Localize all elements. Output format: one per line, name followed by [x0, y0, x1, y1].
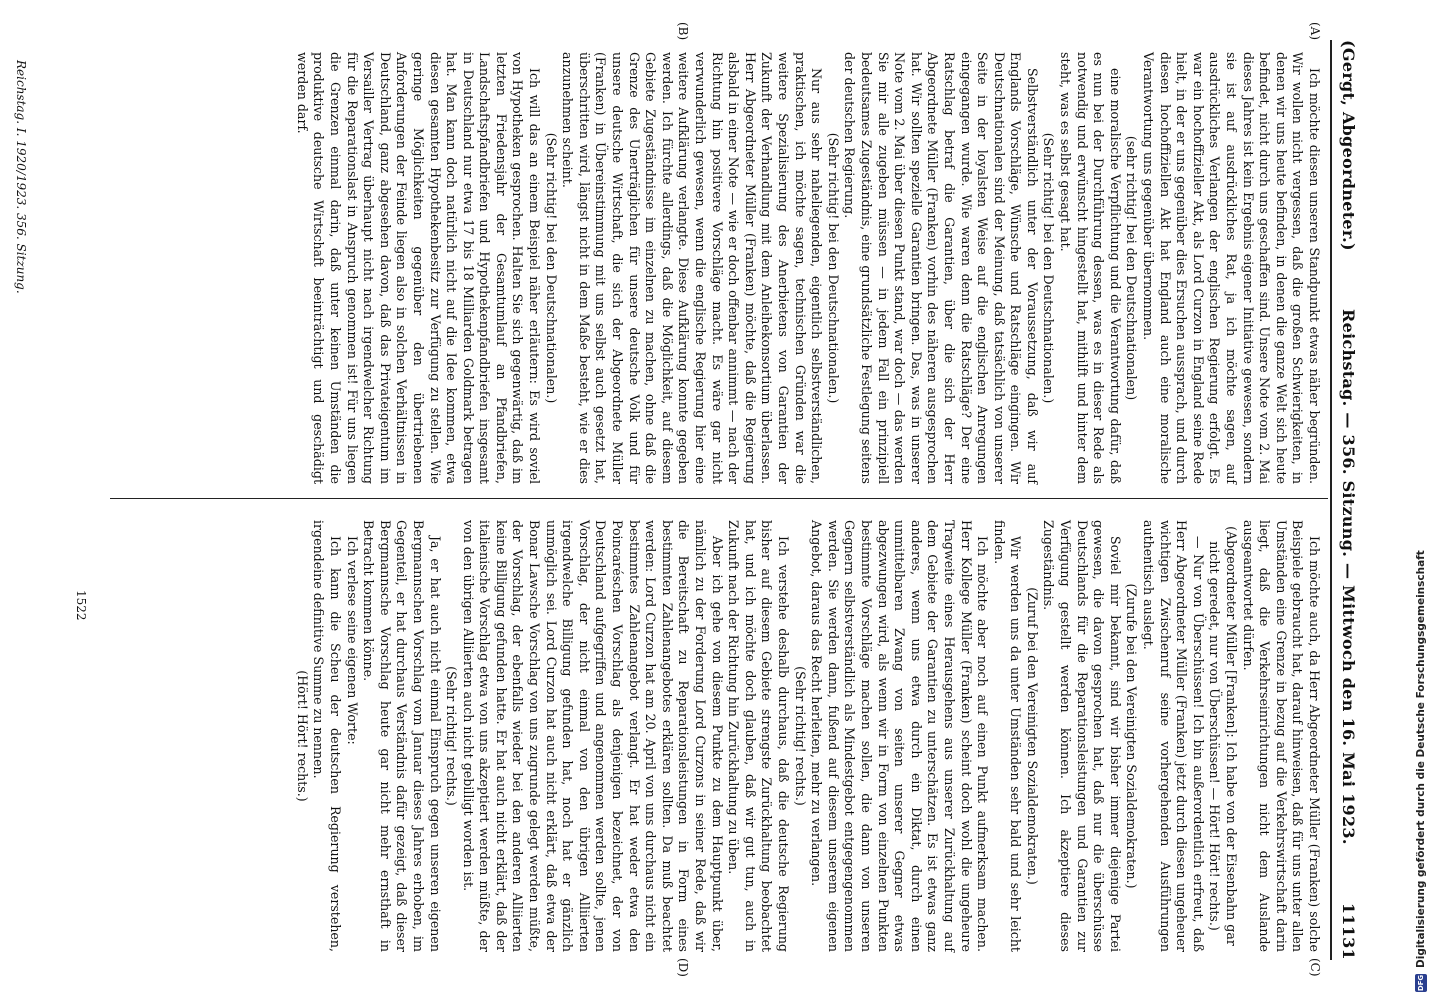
- paragraph: (sehr richtig! bei den Deutschnationalen): [1124, 135, 1140, 401]
- paragraph: Nur aus sehr naheliegenden, eigentlich selbstverständlichen, praktischen, ich möchte sagen, technischen Gründen war die weitere Spezialisierung des Anerbietens von Garantien der Zukunft der Verhandlung mit dem Anleihekonsortium überlassen. Herr Abgeordneter Müller (Franken) möchte, daß die Regierung alsbald in einer Note — wie er doch offenbar annimmt — nach der Richtung hin positivere Vorschläge macht. Es wäre gar nicht verwunderlich gewesen, wenn die englische Regierung hier eine weitere Aufklärung verlangte. Diese Aufklärung konnte gegeben werden. Ich fürchte allerdings, daß die Möglichkeit, auf diesem Gebiete Zugeständnisse im einzelnen zu machen, ohne daß die Grenze des Unerträglichen für unsere deutsche Volk und für unsere deutsche Wirtschaft, die sich der Abgeordnete Müller (Franken) in Übereinstimmung mit uns selbst auch gesetzt hat, überschritten wird, längst nicht in dem Maße besteht, wie er dies anzunehmen scheint.: [560, 52, 825, 484]
- paragraph: Ich möchte diesen unseren Standpunkt etwas näher begründen. Wir wollen nicht vergessen, daß die großen Schwierigkeiten, in denen wir uns heute befinden, in denen die ganze Welt sich heute befindet, nicht durch uns geschaffen sind. Unsere Note vom 2. Mai dieses Jahres ist kein Ergebnis eigener Initiative gewesen, sondern sie ist auf ausdrückliches Rat, ja ich möchte sagen, auf ausdrückliches Verlangen der englischen Regierung erfolgt. Es war ein hochoffizieller Akt, als Lord Curzon in England seine Rede hielt, in der er uns gegenüber dies Ersuchen aussprach, und durch diesen hochoffiziellen Akt hat England auch eine moralische Verantwortung uns gegenüber übernommen.: [1141, 52, 1322, 484]
- paragraph: (Sehr richtig! bei den Deutschnationalen.): [543, 132, 559, 404]
- header-title: Reichstag. — 356. Sitzung. — Mittwoch den 16. Mai 1923.: [1339, 309, 1359, 845]
- paragraph: Aber ich gehe von diesem Punkte zu dem Hauptpunkt über, nämlich zu der Forderung Lord Curzons in seiner Rede, daß wir die Bereitschaft zu Reparationsleistungen in Form eines bestimmten Zahlenangebotes erklären sollten. Da muß beachtet werden: Lord Curzon hat am 20. April von uns durchaus nicht ein bestimmtes Zahlenangebot verlangt. Er hat weder etwa den Poincaréschen Vorschlag als denjenigen bezeichnet, der von Deutschland aufgegriffen und angenommen werden sollte, jenen Vorschlag, der nicht einmal von den übrigen Alliierten irgendwelche Billigung gefunden hat, noch hat er gänzlich unmöglich sei. Lord Curzon hat auch nicht erklärt, daß etwa der Bonar Lawsche Vorschlag von uns zugrunde gelegt werden müßte, der Vorschlag, der ebenfalls wieder bei den anderen Alliierten keine Billigung gefunden hatte. Er hat auch nicht erklärt, daß der italienische Vorschlag etwa von uns akzeptiert werden müßte, der von den übrigen Alliierten auch nicht gebilligt worden ist.: [460, 520, 725, 952]
- margin-mark-a: (A): [1308, 22, 1322, 41]
- page-header: [1336, 40, 1362, 960]
- digitization-note: Digitalisierung gefördert durch die Deutsche Forschungsgemeinschaft: [1415, 550, 1427, 968]
- paragraph: Selbstverständlich unter der Voraussetzung, daß wir auf Englands Vorschläge, Wünsche und Ratschläge eingingen. Wir Deutschnationalen sind der Meinung, daß tatsächlich von unserer Seite in der loyalsten Weise auf die englischen Anregungen eingegangen wurde. Wie waren denn die Ratschläge? Der eine Ratschlag betraf die Garantien, über die sich der Herr Abgeordnete Müller (Franken) vorhin des näheren ausgesprochen hat. Wir sollten spezielle Garantien bringen. Das, was in unserer Note vom 2. Mai über diesen Punkt stand, war doch — das werden Sie mir alle zugeben müssen — in jedem Fall ein prinzipiell bedeutsames Zugeständnis, eine grundsätzliche Festlegung seitens der deutschen Regierung.: [842, 52, 1040, 484]
- header-rule: [1330, 40, 1332, 960]
- page-footer: Reichstag. I. 1920/1923. 356. Sitzung.: [14, 60, 28, 294]
- paragraph: (Hört! Hört! rechts.): [294, 670, 310, 802]
- column-divider: [110, 498, 1328, 499]
- paragraph: (Zurufe bei den Vereinigten Sozialdemokraten.): [1124, 583, 1140, 889]
- paragraph: Ja, er hat auch nicht einmal Einspruch gegen unseren eigenen Bergmannschen Vorschlag vom Januar dieses Jahres erhoben, im Gegenteil, er hat durchaus Verständnis dafür gezeigt, daß dieser Bergmannsche Vorschlag heute gar nicht mehr ernsthaft in Betracht kommen könne.: [361, 520, 443, 952]
- paragraph: (Sehr richtig! bei den Deutschnationalen.): [825, 132, 841, 404]
- paragraph: (Zuruf bei den Vereinigten Sozialdemokraten.): [1024, 587, 1040, 885]
- header-speaker: (Gergt, Abgeordneter.): [1339, 40, 1359, 251]
- paragraph: Soviel mir bekannt, sind wir bisher immer diejenige Partei gewesen, die davon gesprochen hat, daß nur die überschüsse Deutschlands für die Reparationsleistungen und Garantien zur Verfügung gestellt werden können. Ich akzeptiere dieses Zugeständnis.: [1041, 520, 1123, 952]
- header-page-number: 11131: [1339, 902, 1359, 960]
- margin-mark-c: (C): [1308, 958, 1322, 977]
- page-number: 1522: [74, 590, 88, 621]
- paragraph: — Nur von Überschüssen! Ich bin außerordentlich erfreut, daß Herr Abgeordneter Müller (Franken) jetzt durch diesen ungeheuer wichtigen Zwischenruf seine vorhergehenden Ausführungen authentisch auslegt.: [1141, 520, 1206, 952]
- paragraph: Wir werden uns da unter Umständen sehr bald und sehr leicht finden.: [991, 520, 1024, 952]
- paragraph: eine moralische Verpflichtung und die Verantwortung dafür, daß es nun bei der Durchführung dessen, was es in dieser Rede als notwendig und erwünscht hingestellt hat, mithilft und hinter dem steht, was es selbst gesagt hat.: [1058, 52, 1123, 484]
- margin-mark-d: (D): [676, 958, 690, 977]
- paragraph: Ich möchte aber noch auf einen Punkt aufmerksam machen. Herr Kollege Müller (Franken) scheint doch wohl die ungeheure Tragweite eines Herausgehens aus unserer Zurückhaltung auf dem Gebiete der Garantien zu unterschätzen. Es ist etwas ganz anderes, wenn uns etwa durch ein Diktat, durch einen unmittelbaren Zwang von seiten unserer Gegner etwas abgezwungen wird, als wenn wir in Form von einzelnen Punkten bestimmte Vorschläge machen sollen, die dann von unseren Gegnern selbstverständlich als Mindestgebot entgegengenommen werden. Sie werden dann, fußend auf diesem unserem eigenen Angebot, daraus das Recht herleiten, mehr zu verlangen.: [809, 520, 991, 952]
- right-column: [293, 520, 1322, 952]
- paragraph: Ich will das an einem Beispiel näher erläutern: Es wird soviel von Hypotheken gesprochen. Halten Sie sich gegenwärtig, daß im letzten Friedensjahr der Gesamtumlauf an Pfandbriefen, Landschaftspfandbriefen und Hypothekenpfandbriefen insgesamt in Deutschland nur etwa 17 bis 18 Milliarden Goldmark betragen hat. Man kann doch natürlich nicht auf die Idee kommen, etwa diesen gesamten Hypothekenbesitz zur Verfügung zu stellen. Wie geringe Möglichkeiten gegenüber den übertriebenen Anforderungen der Feinde liegen also in solchen Verhältnissen in Deutschland, ganz abgesehen davon, daß das Privateigentum im Versailler Vertrag überhaupt nicht nach irgendwelcher Richtung für die Reparationslast in Anspruch genommen ist! Für uns liegen die Grenzen einmal darin, daß unter keinen Umständen die produktive deutsche Wirtschaft beeinträchtigt und geschädigt werden darf.: [294, 52, 543, 484]
- paragraph: (Sehr richtig! rechts.): [792, 666, 808, 806]
- dfg-logo-icon: DFG: [1417, 974, 1425, 992]
- paragraph: Ich verlese seine eigenen Worte:: [344, 536, 360, 745]
- paragraph: (Abgeordneter Müller [Franken]: Ich habe von der Eisenbahn gar nicht geredet, nur von Überschüssen! — Hört! Hört! rechts.): [1207, 526, 1240, 946]
- paragraph: Ich verstehe deshalb durchaus, daß die deutsche Regierung bisher auf diesem Gebiete strengste Zurückhaltung beobachtet hat, und ich möchte doch glauben, daß wir gut tun, auch in Zukunft nach der Richtung hin Zurückhaltung zu üben.: [726, 520, 791, 952]
- paragraph: Ich kann die Scheu der deutschen Regierung verstehen, irgendeine definitive Summe zu nennen.: [311, 520, 343, 952]
- digitization-sidebar: [1404, 8, 1430, 998]
- paragraph: Ich möchte auch, da Herr Abgeordneter Müller (Franken) solche Beispiele gebraucht hat, darauf hinweisen, daß für uns unter allen Umständen eine Grenze in bezug auf die Verkehrswirtschaft darin liegt, daß die Verkehrseinrichtungen nicht dem Auslande ausgeantwortet dürfen.: [1240, 520, 1322, 952]
- paragraph: (Sehr richtig! rechts.): [444, 666, 460, 806]
- paragraph: (Sehr richtig! bei den Deutschnationalen.): [1041, 132, 1057, 404]
- margin-mark-b: (B): [676, 22, 690, 41]
- left-column: [293, 52, 1322, 484]
